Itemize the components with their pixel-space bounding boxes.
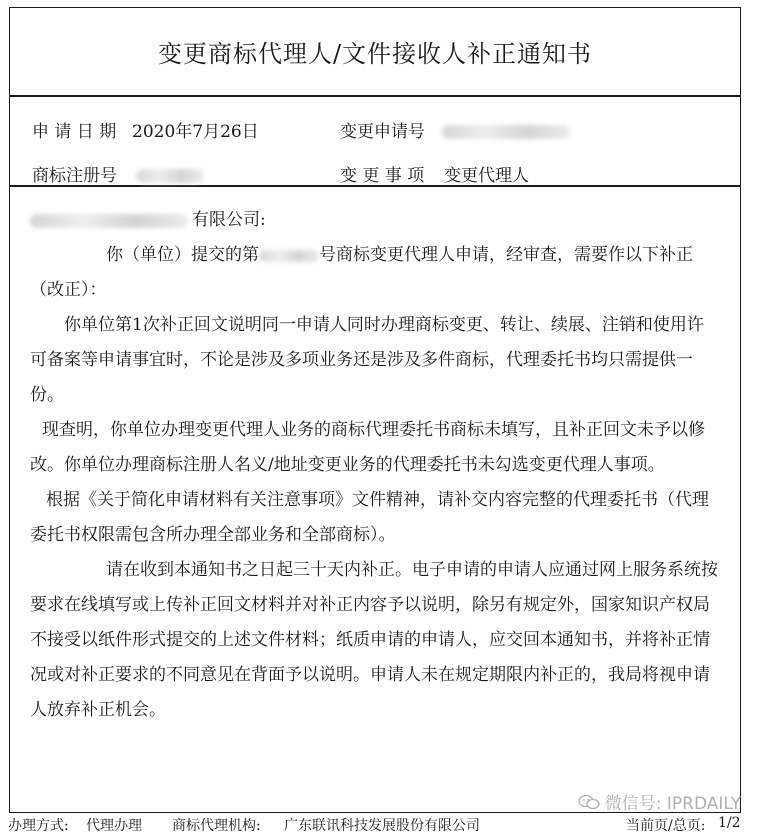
paragraph-5: 请在收到本通知书之日起三十天内补正。电子申请的申请人应通过网上服务系统按要求在线填写或上传补正回文材料并对补正内容予以说明，除另有规定外，国家知识产权局不接受以纸件形式提交的上述文件材料；纸质申请的申请人，应交回本通知书，并将补正情况或对补正要求的不同意见在背面予以说明。申请人未在规定期限内补正的，我局将视申请人放弃补正机会。: [30, 560, 718, 720]
notice-document: [9, 7, 741, 813]
watermark-text: 微信号: IPRDAILY: [604, 794, 741, 814]
reg-no-label: 商标注册号: [32, 166, 117, 186]
agency-label: 商标代理机构:: [172, 818, 261, 834]
apply-date-value: 2020年7月26日: [132, 122, 259, 142]
page-label: 当前页/总页:: [626, 818, 706, 834]
paragraph-1: 你（单位）提交的第 号商标变更代理人申请，经审查，需要作以下补正（改正）：: [30, 245, 693, 300]
apply-date-label: 申 请 日 期: [32, 122, 117, 142]
applicant-redacted: [30, 214, 188, 228]
method-label: 办理方式:: [8, 818, 69, 834]
trademark-no-redacted: [259, 250, 319, 262]
change-no-label: 变更申请号: [340, 122, 425, 142]
paragraph-3: 现查明，你单位办理变更代理人业务的商标代理委托书商标未填写，且补正回文未予以修改。你单位办理商标注册人名义/地址变更业务的代理委托书未勾选变更代理人事项。: [30, 420, 705, 475]
notice-title: 变更商标代理人/文件接收人补正通知书: [10, 8, 740, 97]
notice-body: [30, 203, 718, 728]
reg-no-redacted: [136, 165, 204, 185]
watermark: [578, 789, 741, 814]
change-no-redacted: [442, 121, 570, 141]
method-value: 代理办理: [86, 818, 142, 834]
wechat-icon: [578, 794, 600, 810]
change-item-label: 变 更 事 项: [340, 166, 425, 186]
footer: [0, 813, 763, 835]
change-item-value: 变更代理人: [444, 166, 529, 186]
agency-value: 广东联讯科技发展股份有限公司: [284, 818, 480, 834]
info-section: [10, 95, 740, 187]
page-value: 1/2: [718, 815, 741, 831]
greeting-suffix: 有限公司:: [192, 210, 266, 230]
greeting: [30, 203, 718, 238]
paragraph-2: 你单位第1次补正回文说明同一申请人同时办理商标变更、转让、续展、注销和使用许可备案等申请事宜时，不论是涉及多项业务还是涉及多件商标，代理委托书均只需提供一份。: [30, 315, 704, 405]
paragraph-4: 根据《关于简化申请材料有关注意事项》文件精神，请补交内容完整的代理委托书（代理委托书权限需包含所办理全部业务和全部商标）。: [30, 490, 709, 545]
